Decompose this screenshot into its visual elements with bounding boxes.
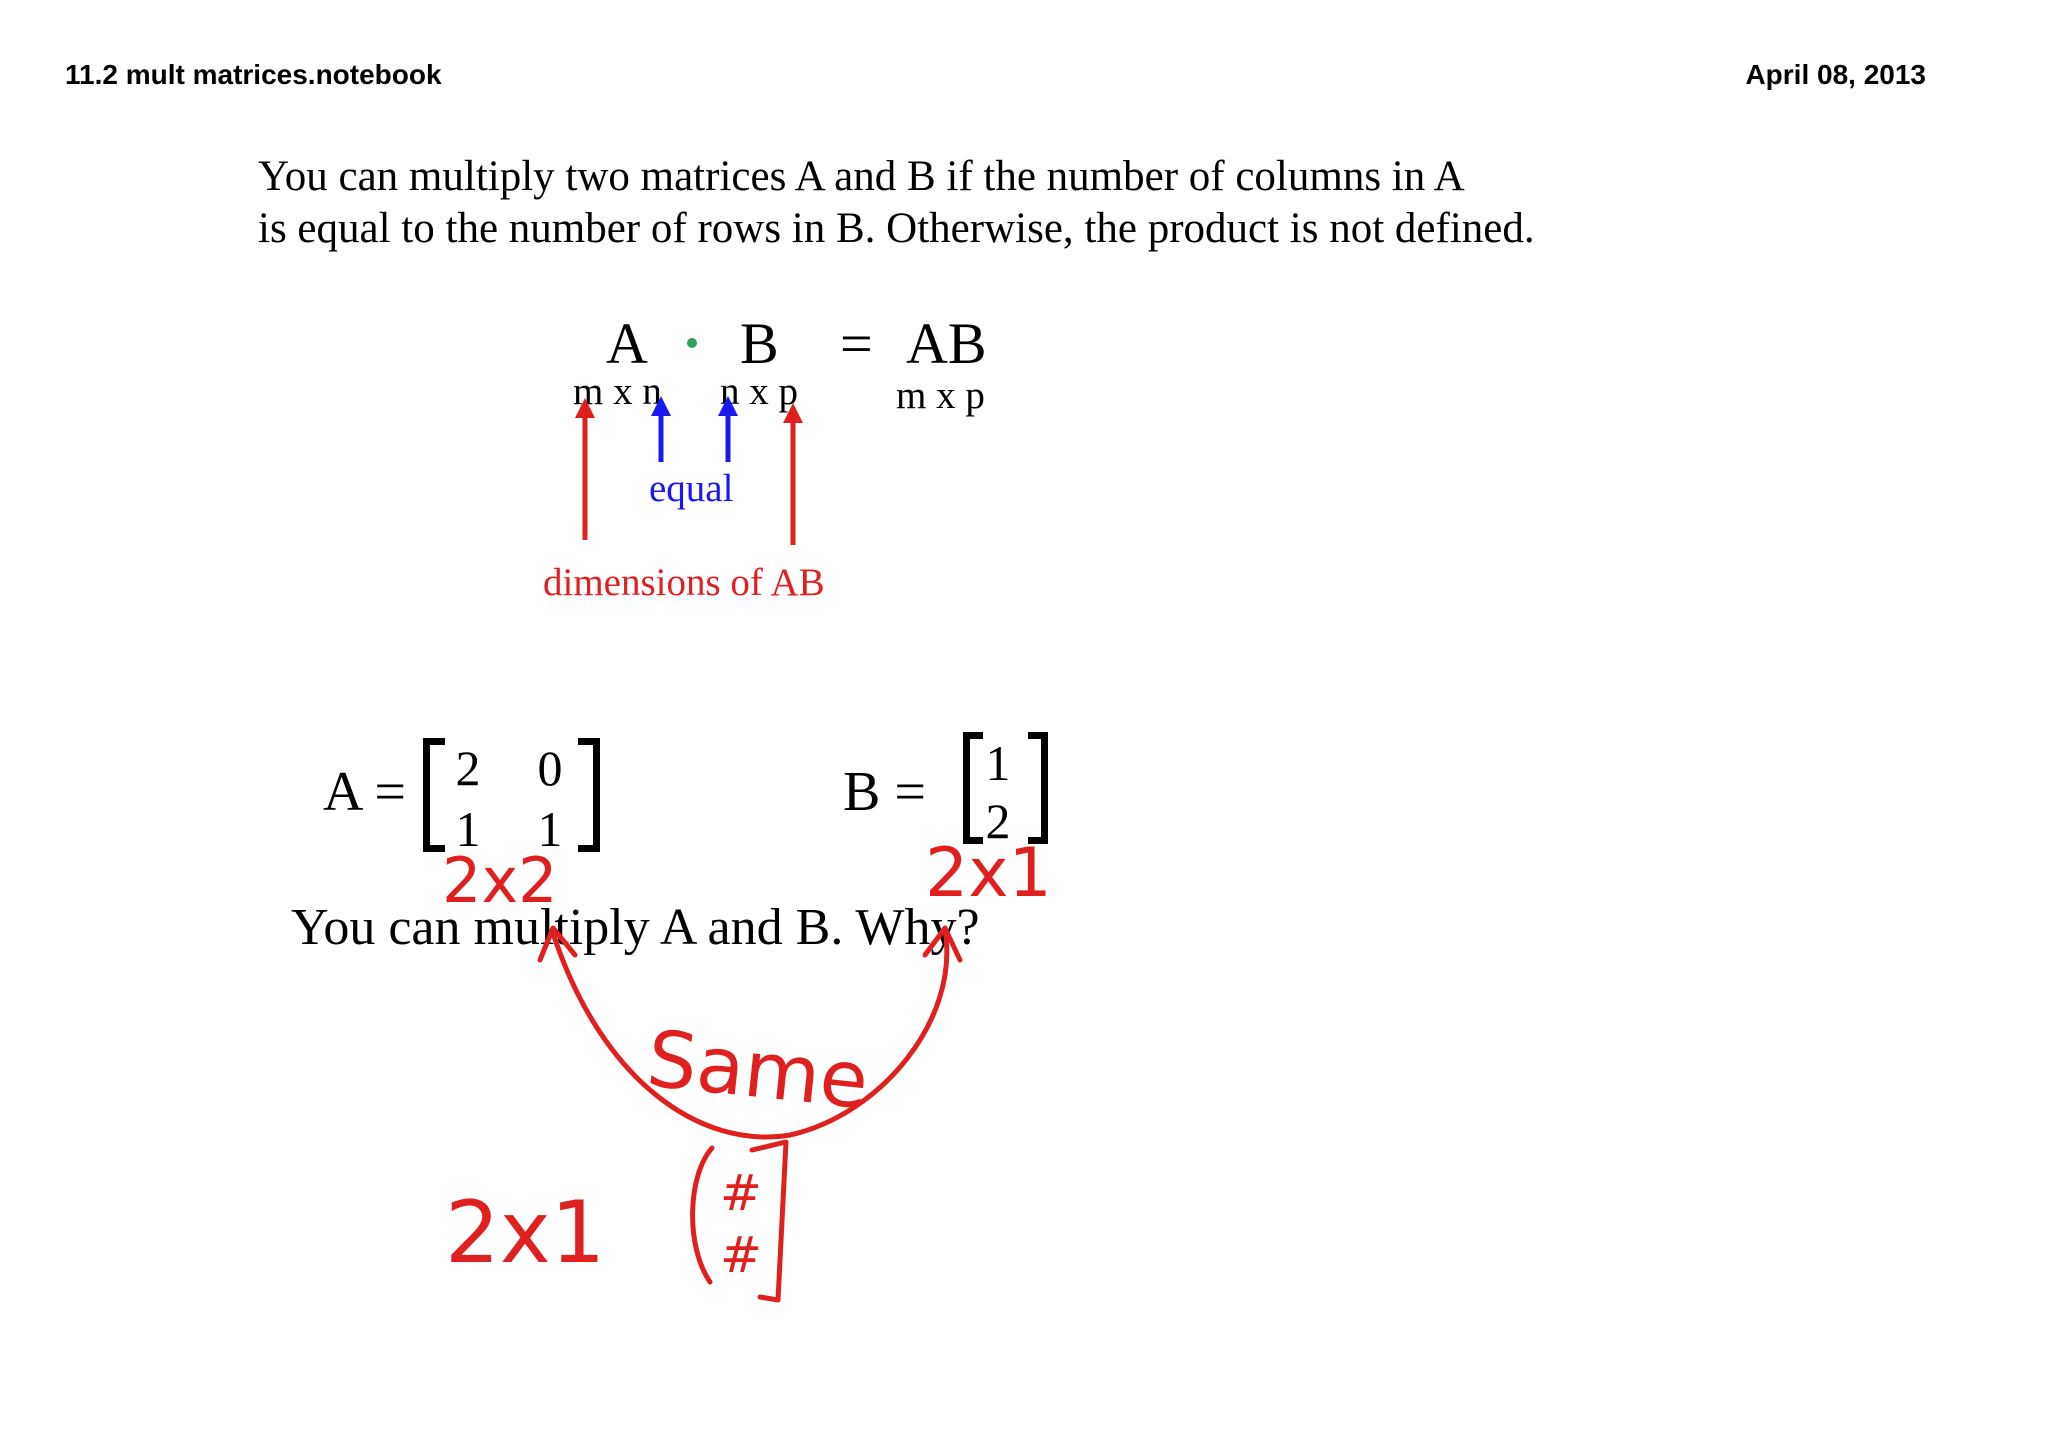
matrix-a-cell: 0 [537, 740, 563, 796]
matrix-a-cell: 1 [537, 801, 563, 857]
dimension-b: n x p [720, 370, 798, 413]
matrix-a-label: A = [323, 761, 406, 823]
matrix-b-cell: 1 [985, 735, 1011, 791]
equation-matrix-a: A [606, 311, 648, 376]
multiply-question: You can multiply A and B. Why? [291, 899, 980, 956]
result-matrix-right-bracket [752, 1142, 786, 1300]
matrix-a-left-bracket [423, 738, 445, 852]
notebook-title: 11.2 mult matrices.notebook [65, 59, 442, 90]
matrix-a-right-bracket [578, 738, 600, 852]
dimensions-of-ab-label: dimensions of AB [543, 561, 825, 604]
matrix-b-right-bracket [1028, 732, 1048, 844]
result-matrix-cell: # [720, 1164, 762, 1222]
result-matrix-cell: # [720, 1226, 762, 1284]
handwritten-dim-b: 2x1 [925, 834, 1052, 913]
intro-line-1: You can multiply two matrices A and B if the number of columns in A [258, 153, 1465, 200]
same-arc [552, 930, 947, 1137]
multiplication-dot [687, 338, 697, 348]
dimension-ab: m x p [896, 374, 985, 417]
equation-matrix-b: B [740, 311, 779, 376]
matrix-b-label: B = [843, 761, 926, 823]
matrix-a-cell: 2 [455, 740, 481, 796]
intro-paragraph [258, 151, 1535, 255]
equation-equals-sign: = [840, 311, 873, 376]
handwritten-dim-a: 2x2 [442, 844, 558, 917]
matrix-b-cell: 2 [985, 793, 1011, 849]
handwritten-result-dim: 2x1 [445, 1183, 606, 1283]
intro-line-2: is equal to the number of rows in B. Otherwise, the product is not defined. [258, 205, 1535, 252]
result-matrix-left-bracket [693, 1148, 712, 1282]
handwritten-same: Same [643, 1014, 873, 1128]
dimension-a: m x n [573, 370, 662, 413]
equal-label: equal [649, 467, 734, 510]
equation-product-ab: AB [906, 311, 987, 376]
matrix-a-cell: 1 [455, 801, 481, 857]
page-date: April 08, 2013 [1745, 59, 1926, 90]
